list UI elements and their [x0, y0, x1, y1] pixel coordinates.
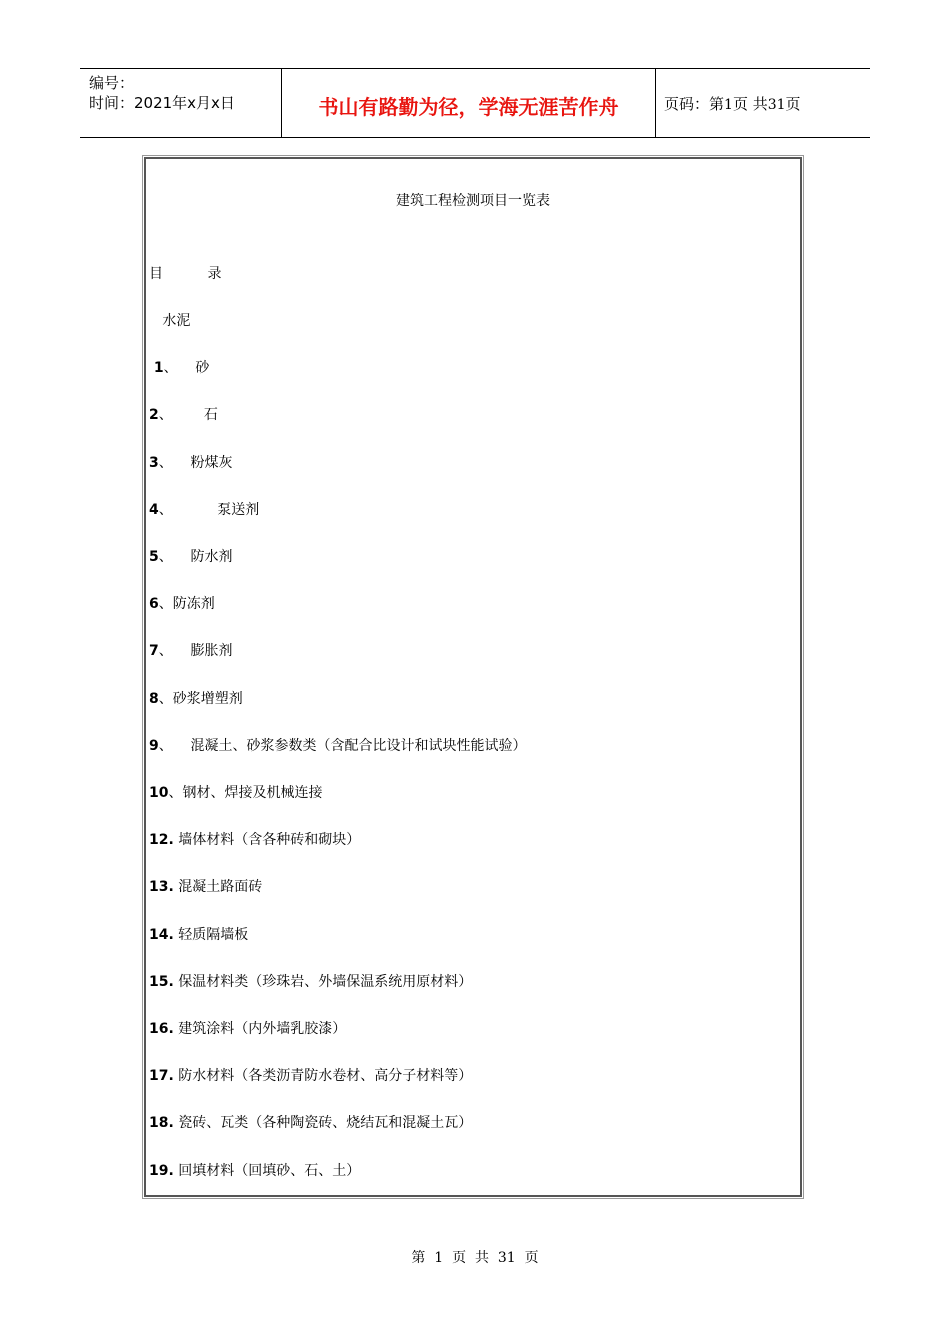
- pager-suffix: 页: [785, 95, 801, 113]
- toc-item: [149, 640, 233, 660]
- toc-item: [149, 876, 262, 896]
- toc-item: [149, 1065, 472, 1085]
- toc-item: [149, 1160, 360, 1180]
- toc-item-text: 、砂浆增塑剂: [158, 691, 243, 707]
- toc-item-number: 17.: [149, 1068, 174, 1084]
- toc-item-text: 、 泵送剂: [158, 502, 260, 518]
- toc-item-number: 6: [149, 596, 159, 612]
- toc-item-number: 18.: [149, 1115, 174, 1131]
- toc-item: [149, 829, 360, 849]
- toc-item: [149, 499, 259, 519]
- pager-page: 1: [724, 97, 733, 113]
- toc-item-text: 、 混凝土、砂浆参数类（含配合比设计和试块性能试验）: [158, 738, 527, 754]
- toc-item: [149, 924, 248, 944]
- header-pager-cell: [655, 69, 870, 137]
- toc-heading: 目 录: [149, 266, 222, 282]
- toc-item-text: 、 粉煤灰: [158, 455, 233, 471]
- document-box: [144, 157, 802, 1197]
- toc-item-number: 1: [149, 360, 164, 376]
- toc-item-number: 5: [149, 549, 159, 565]
- page-footer: 第 1 页 共 31 页: [411, 1250, 539, 1266]
- pager-total: 31: [767, 97, 786, 113]
- toc-item-text: 回填材料（回填砂、石、土）: [173, 1163, 361, 1179]
- document-title: 建筑工程检测项目一览表: [396, 193, 550, 209]
- toc-item: [149, 782, 322, 802]
- toc-item-number: 3: [149, 455, 159, 471]
- date-line: 时间：2021年x月x日: [89, 94, 235, 112]
- toc-item: [149, 735, 527, 755]
- toc-item-text: 、 石: [158, 407, 218, 423]
- toc-item-text: 混凝土路面砖: [173, 879, 263, 895]
- toc-item-number: 16.: [149, 1021, 174, 1037]
- toc-item-number: 12.: [149, 832, 174, 848]
- toc-item-number: 2: [149, 407, 159, 423]
- toc-item-text: 墙体材料（含各种砖和砌块）: [173, 832, 361, 848]
- toc-item-number: 19.: [149, 1163, 174, 1179]
- toc-item-text: 防水材料（各类沥青防水卷材、高分子材料等）: [173, 1068, 473, 1084]
- toc-item-number: 9: [149, 738, 159, 754]
- toc-item-number: 7: [149, 643, 159, 659]
- toc-item: [149, 688, 243, 708]
- toc-item-number: 8: [149, 691, 159, 707]
- toc-item: [149, 1018, 346, 1038]
- toc-item-number: 4: [149, 502, 159, 518]
- toc-item-number: 14.: [149, 927, 174, 943]
- toc-item-text: 、 砂: [163, 360, 210, 376]
- toc-item: [149, 357, 209, 377]
- toc-item-text: 保温材料类（珍珠岩、外墙保温系统用原材料）: [173, 974, 473, 990]
- pager-mid: 页 共: [732, 95, 768, 113]
- toc-item: [149, 310, 190, 330]
- toc-item: [149, 404, 218, 424]
- toc-item: [149, 452, 233, 472]
- toc-item-number: 10: [149, 785, 169, 801]
- toc-item-number: 13.: [149, 879, 174, 895]
- toc-item: [149, 1112, 472, 1132]
- toc-item-text: 、 防水剂: [158, 549, 233, 565]
- motto: 书山有路勤为径，学海无涯苦作舟: [318, 95, 619, 119]
- toc-item-text: 、钢材、焊接及机械连接: [168, 785, 323, 801]
- toc-item-text: 建筑涂料（内外墙乳胶漆）: [173, 1021, 347, 1037]
- toc-item-text: 、 膨胀剂: [158, 643, 233, 659]
- toc-item-text: 、防冻剂: [158, 596, 215, 612]
- toc-item-number: 15.: [149, 974, 174, 990]
- toc-item-text: 瓷砖、瓦类（各种陶瓷砖、烧结瓦和混凝土瓦）: [173, 1115, 473, 1131]
- toc-item-text: 轻质隔墙板: [173, 927, 249, 943]
- toc-item-text: 水泥: [149, 313, 191, 329]
- header-motto-cell: [281, 69, 656, 137]
- header-pager: [664, 93, 801, 114]
- toc-item: [149, 593, 215, 613]
- header-meta-cell: [80, 69, 281, 137]
- pager-prefix: 页码：第: [664, 95, 725, 113]
- toc-item: [149, 546, 233, 566]
- serial-label: 编号：: [89, 74, 135, 92]
- page-header: [80, 68, 870, 138]
- toc-item: [149, 971, 472, 991]
